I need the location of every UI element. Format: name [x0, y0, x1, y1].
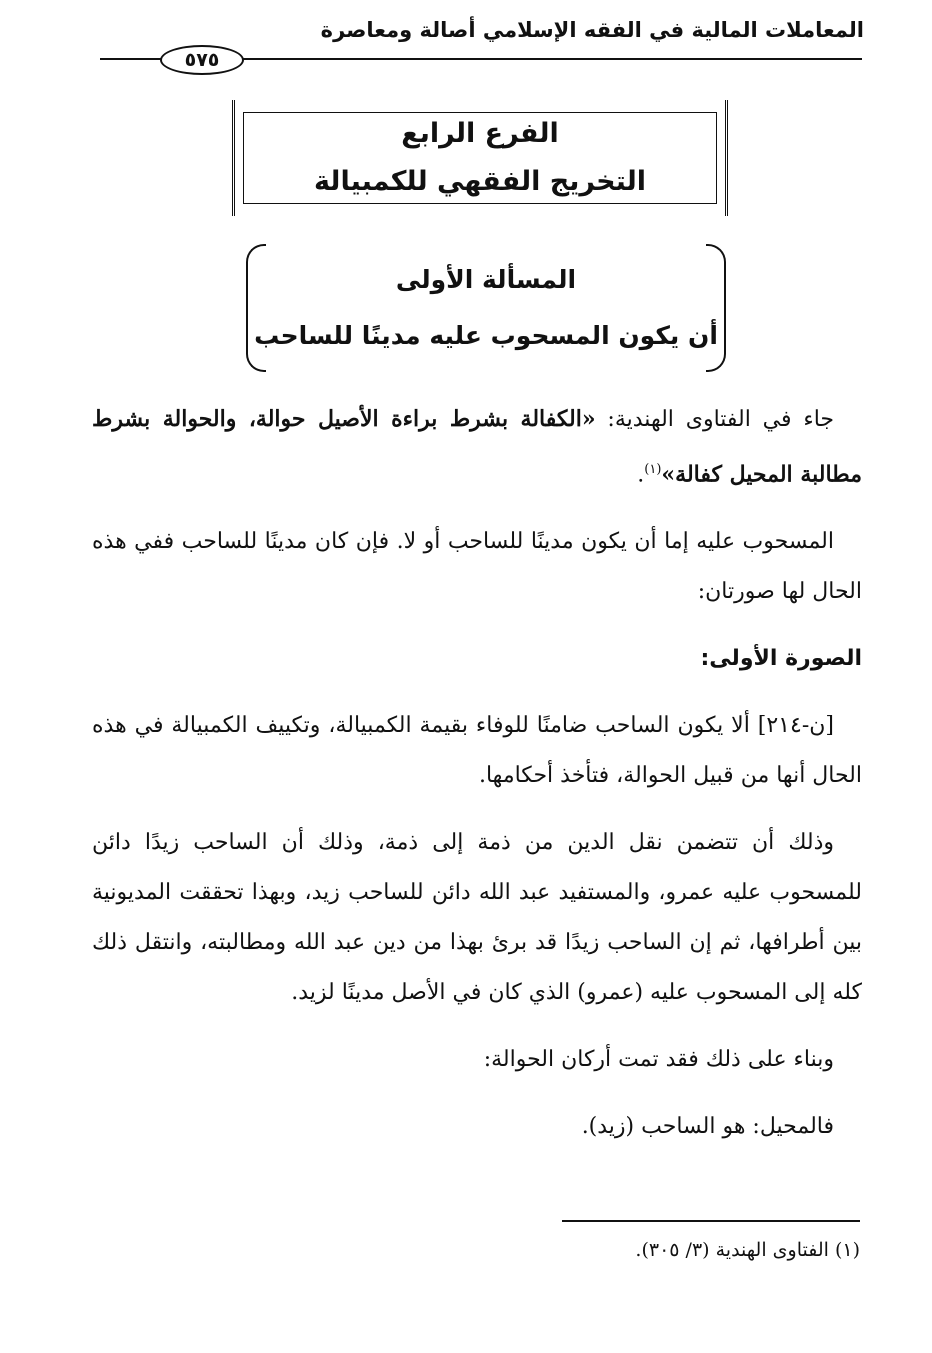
left-bracket-frame [246, 244, 266, 372]
section-title-line1: الفرع الرابع [401, 118, 559, 149]
body-text [92, 394, 862, 1169]
right-bracket-frame [706, 244, 726, 372]
footnote: (١) الفتاوى الهندية (٣/ ٣٠٥). [635, 1239, 860, 1261]
paragraph-6: فالمحيل: هو الساحب (زيد). [581, 1114, 834, 1140]
quote-text: «الكفالة بشرط براءة الأصيل حوالة، والحوالة بشرط مطالبة المحيل كفالة» [92, 406, 862, 488]
paragraph-3: [ن-٢١٤] ألا يكون الساحب ضامنًا للوفاء بقيمة الكمبيالة، وتكييف الكمبيالة في هذه الحال أنها من قبيل الحوالة، فتأخذ أحكامها. [92, 713, 862, 789]
issue-title-line1: المسألة الأولى [395, 265, 577, 294]
section-title-line2: التخريج الفقهي للكمبيالة [313, 166, 647, 197]
page-number-badge: ٥٧٥ [160, 45, 244, 75]
paragraph-5: وبناء على ذلك فقد تمت أركان الحوالة: [483, 1047, 834, 1073]
issue-title-box [246, 244, 726, 372]
paragraph-2: المسحوب عليه إما أن يكون مدينًا للساحب أو لا. فإن كان مدينًا للساحب ففي هذه الحال لها صورتان: [92, 529, 862, 605]
paragraph-1 [92, 394, 862, 500]
issue-title-line2: أن يكون المسحوب عليه مدينًا للساحب [254, 321, 718, 350]
running-head-title: المعاملات المالية في الفقه الإسلامي أصالة ومعاصرة [320, 18, 864, 42]
footnote-ref[interactable]: (١) [644, 462, 662, 477]
subheading [92, 634, 862, 684]
paragraph-1-end: . [637, 462, 645, 488]
footnote-rule [562, 1220, 860, 1222]
paragraph-1-lead: جاء في الفتاوى الهندية: [595, 407, 834, 432]
subheading-text: الصورة الأولى: [700, 646, 862, 672]
section-title-box [232, 100, 728, 216]
paragraph-4: وذلك أن تتضمن نقل الدين من ذمة إلى ذمة، وذلك أن الساحب زيدًا دائن للمسحوب عليه عمرو، والمستفيد عبد الله دائن للساحب زيد، وبهذا تحققت المديونية بين أطرافها، ثم إن الساحب زيدًا قد برئ بهذا من دين عبد الله ومطالبته، وانتقل ذلك كله إلى المسحوب عليه (عمرو) الذي كان في الأصل مدينًا لزيد. [92, 830, 862, 1006]
